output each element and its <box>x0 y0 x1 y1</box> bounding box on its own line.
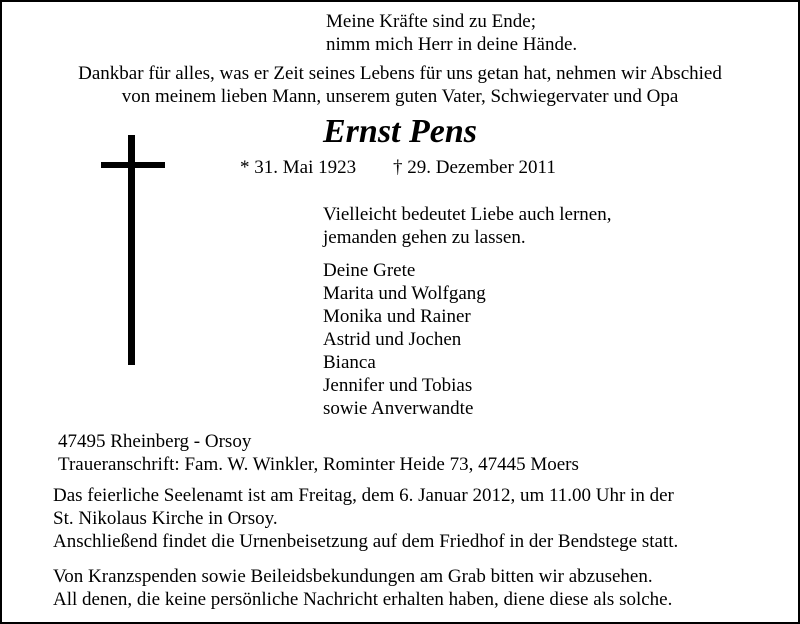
closing-line-1: Von Kranzspenden sowie Beileidsbekundungen am Grab bitten wir abzusehen. <box>53 566 653 587</box>
mourners-list <box>323 259 486 420</box>
verse-line-2: nimm mich Herr in deine Hände. <box>326 34 578 55</box>
deceased-name: Ernst Pens <box>323 113 477 150</box>
mourner: Bianca <box>323 352 376 373</box>
service-line-3: Anschließend findet die Urnenbeisetzung auf dem Friedhof in der Bendstege statt. <box>53 531 679 552</box>
mourner: Monika und Rainer <box>323 306 471 327</box>
mourner: sowie Anverwandte <box>323 398 474 419</box>
intro-line-2: von meinem lieben Mann, unserem guten Vater, Schwiegervater und Opa <box>121 86 679 107</box>
closing-line-2: All denen, die keine persönliche Nachricht erhalten haben, diene diese als solche. <box>53 589 673 610</box>
quote-line-2: jemanden gehen zu lassen. <box>323 227 526 248</box>
quote-line-1: Vielleicht bedeutet Liebe auch lernen, <box>323 204 612 225</box>
mourner: Deine Grete <box>323 260 416 281</box>
mourner: Marita und Wolfgang <box>323 283 486 304</box>
mourner: Astrid und Jochen <box>323 329 462 350</box>
mourner: Jennifer und Tobias <box>323 375 473 396</box>
address-place: 47495 Rheinberg - Orsoy <box>58 431 252 452</box>
service-line-1: Das feierliche Seelenamt ist am Freitag, dem 6. Januar 2012, um 11.00 Uhr in der <box>53 485 674 506</box>
birth-date: * 31. Mai 1923 <box>240 157 357 178</box>
service-line-2: St. Nikolaus Kirche in Orsoy. <box>53 508 278 529</box>
verse-line-1: Meine Kräfte sind zu Ende; <box>326 11 536 32</box>
address-contact: Traueranschrift: Fam. W. Winkler, Rominter Heide 73, 47445 Moers <box>58 454 579 475</box>
death-date: † 29. Dezember 2011 <box>393 157 556 178</box>
intro-line-1: Dankbar für alles, was er Zeit seines Lebens für uns getan hat, nehmen wir Abschied <box>78 63 722 84</box>
